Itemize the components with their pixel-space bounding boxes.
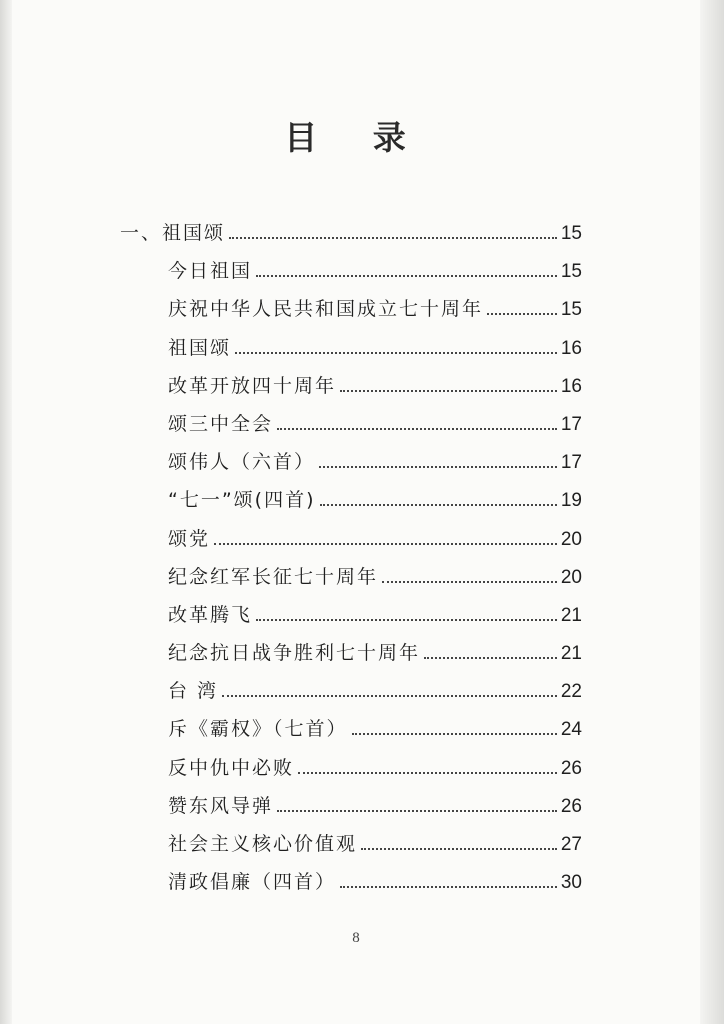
dot-leader	[487, 313, 557, 315]
toc-entry-title: 改革开放四十周年	[168, 374, 337, 397]
toc-entry-row[interactable]	[120, 829, 582, 867]
dot-leader	[214, 543, 557, 545]
toc-section-title: 一、祖国颂	[120, 222, 226, 244]
toc-entry-row[interactable]	[120, 485, 582, 523]
page-title: 目 录	[284, 118, 428, 157]
dot-leader	[361, 848, 557, 850]
dot-leader	[222, 695, 557, 697]
toc-entry-page: 16	[560, 337, 582, 359]
toc-entry-title: 纪念红军长征七十周年	[168, 565, 379, 588]
toc-entry-page: 21	[560, 604, 582, 626]
toc-entry-title: “七一”颂(四首)	[168, 489, 316, 512]
toc-entry-row[interactable]	[120, 524, 582, 562]
toc-entry-title: 改革腾飞	[168, 603, 253, 626]
toc-entry-row[interactable]	[120, 562, 582, 600]
toc-entry-row[interactable]	[120, 256, 582, 294]
toc-entry-row[interactable]	[120, 638, 582, 676]
toc-entry-row[interactable]	[120, 333, 582, 371]
toc-entry-title: 台 湾	[168, 680, 219, 703]
toc-entry-page: 24	[560, 719, 582, 741]
document-page	[12, 0, 700, 1024]
toc-entry-page: 22	[560, 681, 582, 703]
toc-entry-title: 今日祖国	[168, 260, 253, 283]
toc-entry-title: 赞东风导弹	[168, 794, 274, 817]
toc-entry-row[interactable]	[120, 676, 582, 714]
toc-entry-row[interactable]	[120, 753, 582, 791]
toc-entry-page: 21	[560, 643, 582, 665]
toc-entry-page: 26	[560, 757, 582, 779]
dot-leader	[256, 275, 557, 277]
toc-entry-page: 27	[560, 834, 582, 855]
toc-entry-title: 庆祝中华人民共和国成立七十周年	[168, 298, 484, 321]
toc-entry-page: 20	[560, 566, 582, 588]
toc-entry-row[interactable]	[120, 600, 582, 638]
dot-leader	[340, 390, 557, 392]
toc-entry-title: 斥《霸权》（七首）	[168, 718, 348, 741]
toc-entry-page: 15	[560, 261, 582, 283]
dot-leader	[277, 428, 557, 430]
toc-entry-row[interactable]	[120, 867, 582, 905]
toc-section-page: 15	[560, 223, 582, 244]
dot-leader	[352, 733, 557, 735]
toc-entry-page: 15	[560, 299, 582, 321]
toc-entry-title: 颂伟人（六首）	[168, 451, 316, 474]
toc-section-row[interactable]	[120, 218, 582, 256]
toc-entry-page: 19	[560, 490, 582, 512]
toc-entry-title: 纪念抗日战争胜利七十周年	[168, 642, 421, 665]
toc-entry-page: 30	[560, 872, 582, 894]
table-of-contents	[120, 218, 582, 905]
toc-entry-row[interactable]	[120, 371, 582, 409]
toc-entry-title: 颂党	[168, 527, 211, 550]
toc-entry-page: 26	[560, 795, 582, 817]
toc-entry-row[interactable]	[120, 447, 582, 485]
dot-leader	[320, 504, 557, 506]
toc-entry-title: 反中仇中必败	[168, 756, 295, 779]
dot-leader	[298, 772, 557, 774]
dot-leader	[382, 581, 557, 583]
toc-entry-row[interactable]	[120, 294, 582, 332]
toc-entry-page: 17	[560, 413, 582, 435]
toc-entry-page: 17	[560, 452, 582, 474]
dot-leader	[235, 352, 557, 354]
dot-leader	[319, 466, 557, 468]
toc-entry-row[interactable]	[120, 714, 582, 752]
dot-leader	[256, 619, 557, 621]
dot-leader	[277, 810, 557, 812]
toc-entry-title: 祖国颂	[168, 336, 232, 359]
dot-leader	[340, 886, 557, 888]
toc-entry-title: 清政倡廉（四首）	[168, 871, 337, 894]
toc-entry-page: 20	[560, 528, 582, 550]
toc-entry-row[interactable]	[120, 409, 582, 447]
toc-entry-title: 颂三中全会	[168, 412, 274, 435]
scan-edge-left	[0, 0, 12, 1024]
scan-edge-right	[700, 0, 724, 1024]
page-number: 8	[352, 930, 360, 946]
dot-leader	[229, 237, 557, 239]
dot-leader	[424, 657, 557, 659]
toc-entry-row[interactable]	[120, 791, 582, 829]
toc-entry-title: 社会主义核心价值观	[168, 833, 358, 855]
toc-entry-page: 16	[560, 375, 582, 397]
